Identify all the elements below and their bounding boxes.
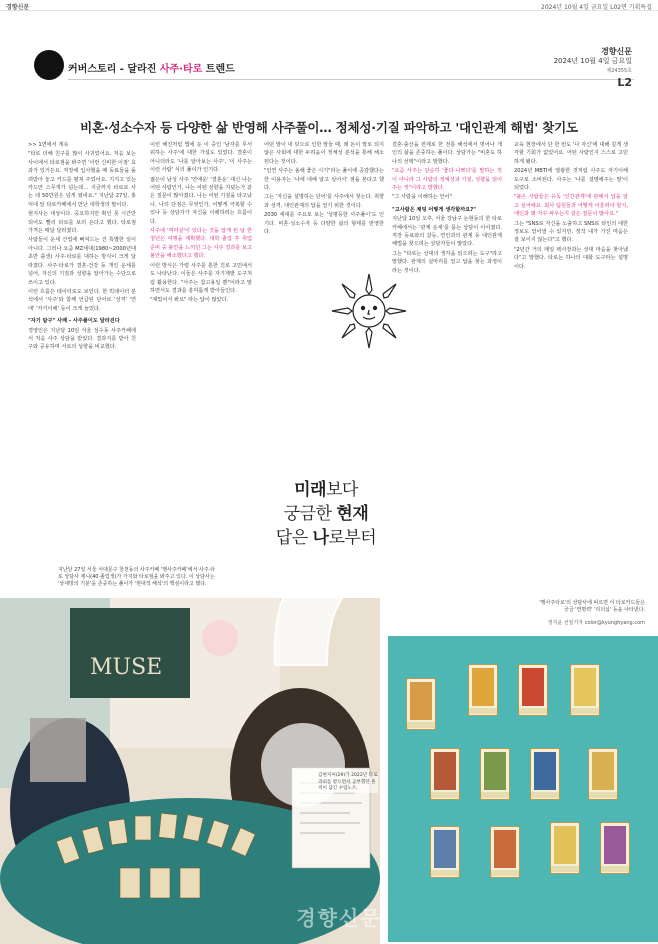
newspaper-top-bar xyxy=(0,0,658,11)
col3-p3: 2030 세대를 주요로 보는 '성평등한 사주풀이'도 인기다. 비혼·성소수자 등 다양한 삶의 형태를 반영한다. xyxy=(264,212,384,236)
pull-quote-text-2: 궁금한 xyxy=(283,504,337,524)
col5-p1: 2024년 MBTI에 열광한 것처럼 사주도 자기이해 도구로 소비된다. 사주는 '나를 설명해주는 말'이 되었다. xyxy=(514,168,628,192)
col1-p2: 현지사는 대상이다. 중요하지만 확인 못 시간만 되어도 빨리 타로를 보러 온다고 했다. 타로점 가격은 매달 달라졌다. xyxy=(28,211,136,235)
newspaper-brand: 경향신문 xyxy=(6,4,30,11)
col1-p4: 이런 흐름은 데이터로도 보인다. 한 빅데이터 분석에서 '사주'와 함께 언급된 단어로 '성격' '연애' '자기이해' 등이 크게 늘었다. xyxy=(28,288,136,312)
page-number: L2 xyxy=(617,76,632,89)
series-highlight: 사주·타로 xyxy=(159,64,203,75)
column-3 xyxy=(264,141,384,291)
tarot-card xyxy=(550,822,580,874)
pull-quote-emphasis-1: 미래 xyxy=(294,480,326,500)
col3-p0: 어떤 말이 내 탓으로 인한 말들 때, 왜 돈이 말로 되지 않은 사회에 대한 두려움이 정체성 분석을 통해 해소된다는 것이다. xyxy=(264,142,384,165)
photo-caption-left: 지난달 27일 서울 서대문구 창천동의 사주카페 '행사주카페'에서 사주·타로 상담사 제니(40·졸업생)가 가지와 타로점을 봐주고 있다. 이 상담사는 '상대방의 기분'을 존중하는 풀이가 '현대적 해석'의 핵심이라고 했다. xyxy=(58,567,216,587)
series-prefix: 커버스토리 - 달라진 xyxy=(68,64,160,75)
photo-caption-notebook: 김현지씨(29)가 2022년 타로 과외를 받으면서 공부했던 흔적이 담긴 수업노트. xyxy=(318,773,378,791)
tarot-card xyxy=(468,664,498,716)
series-rule xyxy=(68,79,634,80)
tarot-card xyxy=(588,748,618,800)
series-title xyxy=(68,60,235,75)
tarot-card xyxy=(480,748,510,800)
col1-p1: "타로 더해 친구를 많이 사귀었어요. 처음 보는 사이에서 타로점을 봐주면 '이런 신비한 이점' 효과가 있거든요. 직장에 입사했을 때 동료들을 돌려받아 놓고 카드를 펼쳐 주었어요. 기지고 있는 카드만 스무개가 넘는데… 지금까지 타로로 사는 데 50만원은 넘게 썼네요." 지난달 27일, 홍익대 앞 타로카페에서 만난 대학생의 말이다. xyxy=(28,151,136,208)
sun-illustration xyxy=(328,270,410,352)
tarot-card xyxy=(518,664,548,716)
pull-quote-line-1 xyxy=(236,478,416,502)
col2-p3: 이런 방식은 가령 사주를 통한 진로 고민에서도 나타난다. 이들은 사주를 자기계발 도구처럼 활용한다. "사주는 참고용일 뿐"이라고 말하면서도 결과를 흥미롭게 받아들인다. xyxy=(150,262,252,294)
photo-credit: 정지윤 선임기자 color@kyunghyang.com xyxy=(547,620,645,626)
col2-p0: 이런 해진처럼 앱에 둔 이 중인 '남자를 무서워하는 사주'에 대한 가설도 있었다. 결혼이 아니더라도 '나를 알아보는 사주', '이 사주는 이런 사람' 식의 풀이가 인기다. xyxy=(150,142,252,174)
col4-p4: 지난달 10일 오후, 서울 강남구 논현동의 한 타로카페에서는 '관계 운세'를 묻는 상담이 이어졌다. 직장 동료와의 갈등, 연인과의 관계 등 대인관계 해법을 찾으려는 상담자들이 많았다. xyxy=(392,216,502,248)
col2-p2-highlight: 사주에 '역마살'이 있다는 것을 알게 된 날 한 청년은 여행을 계획했다. 대학 졸업 후 취업 준비 중 불안을 느끼던 그는 사주 결과를 보고 불안을 해소했다고 했다. xyxy=(150,228,252,260)
column-1 xyxy=(28,141,136,553)
tarot-card xyxy=(600,822,630,874)
top-bar-meta: 2024년 10월 4일 금요일 L02면 기획특집 xyxy=(541,4,652,11)
col2-p4: "재밌어서 봐요" 라는 답이 많았다. xyxy=(150,297,229,304)
cafe-sign-text: MUSE xyxy=(90,655,163,680)
col1-p0: >> 1면에서 계속 xyxy=(28,142,69,148)
col4-subhead: "고사람은 채팅 어떻게 생각할까요?" xyxy=(392,206,476,213)
watermark: 경향신문 xyxy=(296,906,382,930)
col4-p0: 결혼·출산을 전제로 한 전통 해석에서 벗어나 개인의 삶을 존중하는 풀이다. 상담가는 "비혼도 하나의 선택"이라고 말했다. xyxy=(392,142,502,165)
column-5 xyxy=(514,141,628,553)
col5-p0: 교육 현장에서 단 한 번도 '나 자신'에 대해 깊게 생각할 기회가 없었어요. 어떤 사람인지 스스로 고민하게 됐다. xyxy=(514,142,628,165)
photo-caption-right xyxy=(535,600,645,627)
paper-date: 2024년 10월 4일 금요일 xyxy=(553,57,632,65)
pull-quote-text-3b: 로부터 xyxy=(328,528,377,548)
col3-p2: 그는 '자신을 설명하는 단어'를 사주에서 찾는다. 취향과 성격, 대인관계의 답을 얻기 위한 것이다. xyxy=(264,194,384,209)
paper-name: 경향신문 xyxy=(601,46,632,56)
headline: 비혼·성소수자 등 다양한 삶 반영해 사주풀이… 정체성·기질 파악하고 '대인관계 해법' 찾기도 xyxy=(80,120,578,135)
pull-quote-line-2 xyxy=(236,502,416,526)
col4-p5: 그는 "타로는 상대의 생각을 읽으려는 도구"라고 말했다. 관계의 실마리를 얻고 답을 찾는 과정이라는 것이다. xyxy=(392,250,502,274)
col2-p1: 젊은이 남성 사주 '연애운' '결혼운' 대신 나는 어떤 사람인가, 나는 어떤 성향을 지녔는가 같은 질문이 많아졌다. 나는 어떤 기질을 타고났나, 나의 단점은 무엇인가, 어떻게 극복할 수 있나 등 상담자가 자신을 이해하려는 흐름이다. xyxy=(150,176,252,225)
pull-quote-text-3: 답은 xyxy=(275,528,313,548)
pull-quote-line-3 xyxy=(236,526,416,550)
tarot-card xyxy=(570,664,600,716)
series-label xyxy=(34,50,634,80)
series-suffix: 트렌드 xyxy=(202,64,235,75)
pull-quote-text-1: 보다 xyxy=(326,480,358,500)
paper-issue: 제24355호 xyxy=(606,68,632,74)
tarot-card xyxy=(490,826,520,878)
pull-quote-emphasis-3: 나 xyxy=(312,528,329,548)
paper-info xyxy=(554,46,632,88)
col4-p1-highlight: "요즘 사주는 단순히 '좋다·나쁘다'를 말하는 것이 아니라 그 사람의 정체성과 기질, 성향을 읽어주는 것"이라고 말했다. xyxy=(392,168,502,192)
col5-p4: "2년간 거의 매일 펙사장과는 상대 마음을 찾아냈다"고 말했다. 타로는 하나의 대화 도구라는 설명이다. xyxy=(514,246,628,270)
col1-p6: 경영인은 지난달 10일 서울 성수동 사주카페에서 처음 사주 상담을 받았다. 결과지를 받아 친구와 공유하며 서로의 성향을 비교했다. xyxy=(28,327,136,351)
series-dot-icon xyxy=(34,50,64,80)
tarot-card xyxy=(530,748,560,800)
pull-quote xyxy=(236,478,416,550)
question-mark-graphic xyxy=(185,295,465,835)
col1-p3: 사람들이 운세 산업에 빠져드는 건 특별한 일이 아니다. 그러나 요즘 MZ세대(1980~2000년대 초반 출생) 사주·타로를 대하는 방식이 크게 달라졌다. 사주·타로가 결혼·건강 등 개인 운세를 넘어, 자신의 기질과 성향을 알아가는 수단으로 쓰이고 있다. xyxy=(28,237,136,286)
photo-caption-right-text: '행사주타로'의 상담사에 따르면 이 타로카드들은 궁금 '연평력' '리더십' 등을 나타낸다. xyxy=(539,600,645,613)
col1-subhead: "자기 탐구" 사례 - 사주풀이도 달라진다 xyxy=(28,318,120,325)
col5-p2-highlight: "불은 사람들은 유독 '인간관계'에 관해서 답을 알고 싶어해요. 회사 팀원들과 어떻게 어울려야 할지, 애인과 왜 자꾸 싸우는지 같은 질문이 많아요." xyxy=(514,194,628,218)
pull-quote-emphasis-2: 현재 xyxy=(336,504,369,524)
col5-p3: 그는 "SNS로 자신을 노출하고 SNS로 타인의 대한 정보도 얻어낼 수 있지만, 정작 내가 가진 마음은 잘 보이지 않는다"고 했다. xyxy=(514,220,628,244)
col4-p2: "그 사람을 이해하는 언어" xyxy=(392,194,452,201)
col3-p1: "인연 사주는 올해 좋은 시기"라는 풀이에 공감했다는 한 이용자는 '나에 대해 알고 싶어서' 점을 본다고 했다. xyxy=(264,168,384,192)
